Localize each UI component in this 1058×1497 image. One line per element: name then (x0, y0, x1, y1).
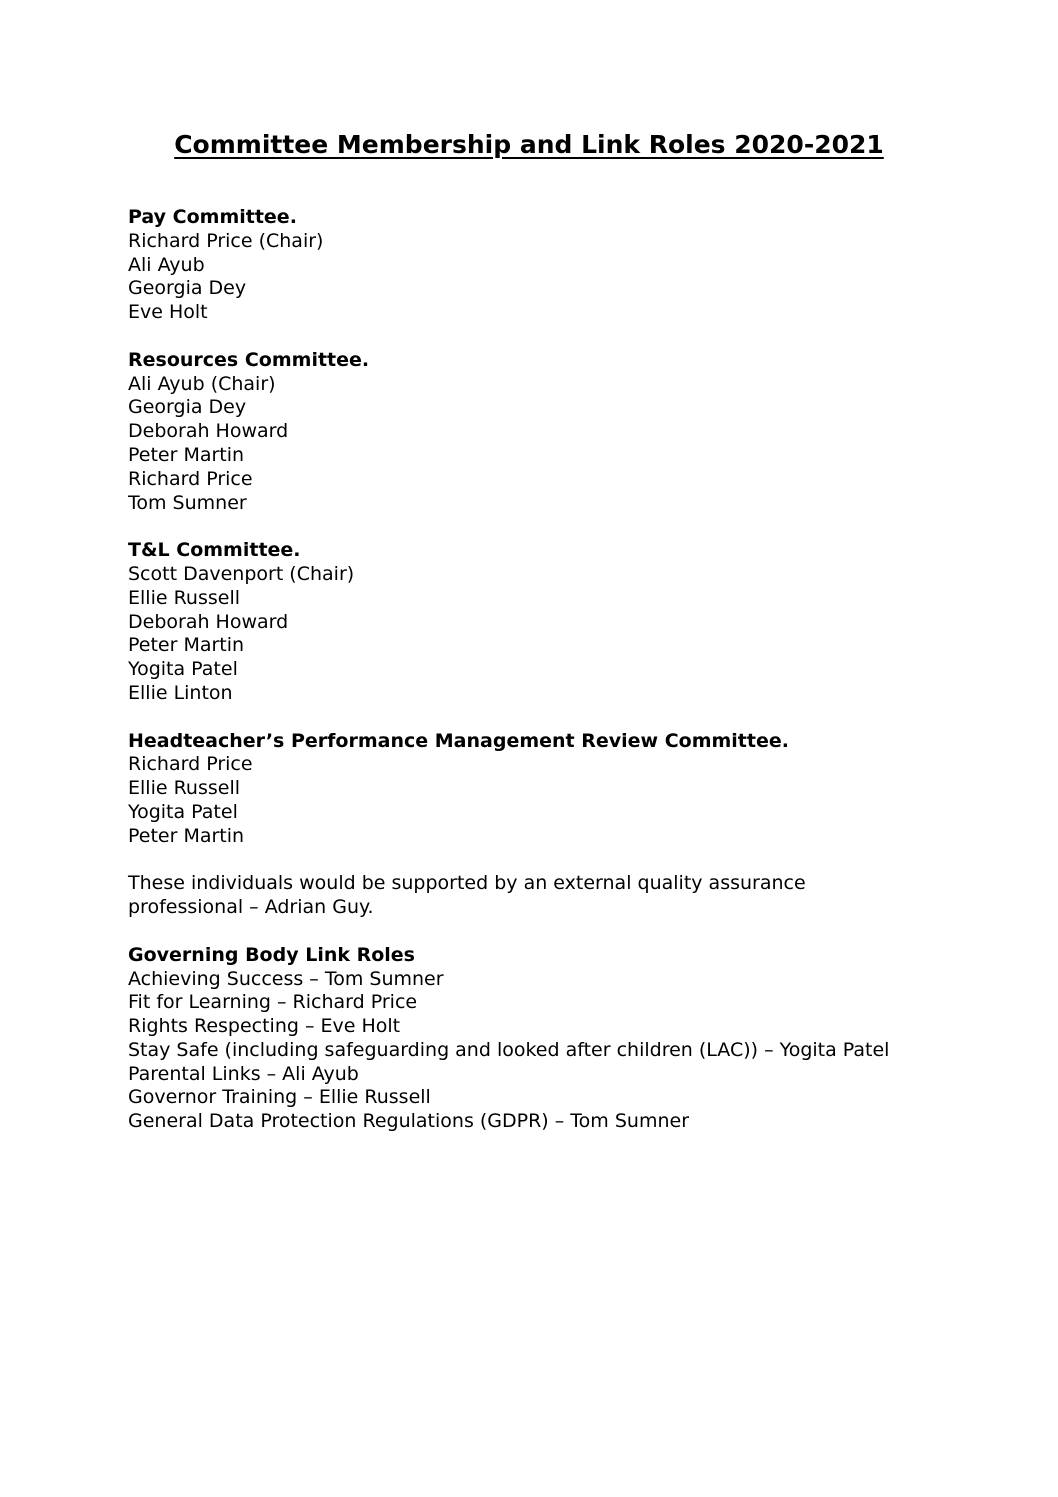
link-roles-section (128, 944, 1008, 1134)
member-item: Ali Ayub (Chair) (128, 372, 276, 395)
member-item: Peter Martin (128, 824, 245, 847)
headteacher-committee-section (128, 730, 1008, 849)
resources-committee-section (128, 349, 1008, 516)
link-role-item: Governor Training – Ellie Russell (128, 1086, 431, 1109)
member-item: Peter Martin (128, 634, 245, 657)
member-item: Georgia Dey (128, 396, 247, 419)
member-item: Ellie Russell (128, 777, 241, 800)
member-item: Georgia Dey (128, 277, 247, 300)
member-item: Ellie Russell (128, 586, 241, 609)
member-item: Deborah Howard (128, 610, 289, 633)
member-item: Deborah Howard (128, 420, 289, 443)
tl-committee-section (128, 539, 1008, 706)
link-role-item: Parental Links – Ali Ayub (128, 1062, 359, 1085)
link-role-item: General Data Protection Regulations (GDPR) – Tom Sumner (128, 1110, 690, 1133)
member-item: Yogita Patel (128, 800, 238, 823)
member-item: Richard Price (Chair) (128, 229, 324, 252)
member-item: Ellie Linton (128, 681, 233, 704)
member-item: Yogita Patel (128, 658, 238, 681)
link-role-item: Stay Safe (including safeguarding and looked after children (LAC)) – Yogita Patel (128, 1038, 890, 1061)
support-note-line: These individuals would be supported by an external quality assurance (128, 872, 806, 895)
tl-committee-heading: T&L Committee. (128, 539, 301, 562)
support-note-line: professional – Adrian Guy. (128, 896, 374, 919)
document-title: Committee Membership and Link Roles 2020-2021 (174, 130, 884, 159)
link-role-item: Rights Respecting – Eve Holt (128, 1015, 401, 1038)
member-item: Richard Price (128, 467, 253, 490)
support-note-paragraph (128, 872, 1008, 920)
member-item: Richard Price (128, 753, 253, 776)
link-roles-heading: Governing Body Link Roles (128, 943, 415, 966)
link-role-item: Achieving Success – Tom Sumner (128, 967, 444, 990)
resources-committee-heading: Resources Committee. (128, 348, 370, 371)
pay-committee-section (128, 206, 1008, 325)
document-body (128, 206, 1008, 1158)
member-item: Ali Ayub (128, 253, 205, 276)
headteacher-committee-heading: Headteacher’s Performance Management Review Committee. (128, 729, 789, 752)
link-role-item: Fit for Learning – Richard Price (128, 991, 418, 1014)
member-item: Peter Martin (128, 443, 245, 466)
member-item: Eve Holt (128, 301, 208, 324)
member-item: Tom Sumner (128, 491, 247, 514)
member-item: Scott Davenport (Chair) (128, 562, 355, 585)
pay-committee-heading: Pay Committee. (128, 206, 297, 228)
